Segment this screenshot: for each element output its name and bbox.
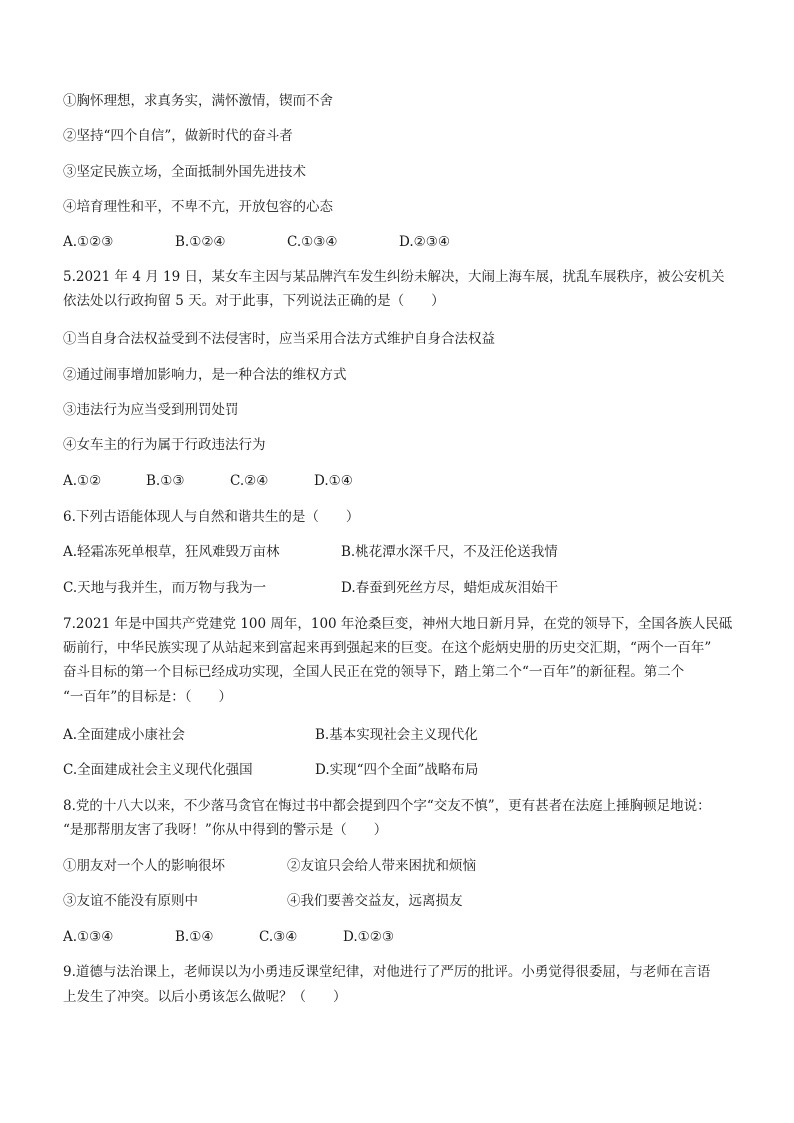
q8-option-a: A.①③④ (63, 929, 114, 945)
q7-stem-line-3: 奋斗目标的第一个目标已经成功实现，全国人民正在党的领导下，踏上第二个“一百年”的新征程。第二个 (63, 664, 685, 680)
q8-item-1: ①朋友对一个人的影响很坏 (63, 858, 225, 874)
q6-stem: 6.下列古语能体现人与自然和谐共生的是（ ） (63, 509, 360, 525)
q5-item-4: ④女车主的行为属于行政违法行为 (63, 437, 266, 453)
q4-item-3: ③坚定民族立场，全面抵制外国先进技术 (63, 164, 306, 180)
q7-option-d: D.实现“四个全面”战略布局 (315, 762, 479, 778)
q4-item-4: ④培育理性和平，不卑不亢，开放包容的心态 (63, 199, 333, 215)
q5-stem-line-2: 依法处以行政拘留 5 天。对于此事，下列说法正确的是（ ） (63, 293, 445, 309)
q6-option-d: D.春蚕到死丝方尽，蜡炬成灰泪始干 (341, 580, 559, 596)
q4-option-b: B.①②④ (175, 234, 226, 250)
q7-option-a: A.全面建成小康社会 (63, 727, 186, 743)
q7-stem-line-2: 砺前行，中华民族实现了从站起来到富起来再到强起来的巨变。在这个彪炳史册的历史交汇期，“两个一百年” (63, 640, 712, 656)
q5-option-c: C.②④ (230, 473, 269, 489)
q7-option-b: B.基本实现社会主义现代化 (315, 727, 478, 743)
q4-item-1: ①胸怀理想，求真务实，满怀激情，锲而不舍 (63, 93, 333, 109)
q4-option-d: D.②③④ (399, 234, 450, 250)
q4-option-a: A.①②③ (63, 234, 114, 250)
q9-stem-line-1: 9.道德与法治课上，老师误以为小勇违反课堂纪律，对他进行了严厉的批评。小勇觉得很委屈，与老师在言语 (63, 964, 711, 980)
q8-option-d: D.①②③ (343, 929, 394, 945)
q6-option-c: C.天地与我并生，而万物与我为一 (63, 580, 267, 596)
q8-option-c: C.③④ (259, 929, 298, 945)
q5-stem-line-1: 5.2021 年 4 月 19 日，某女车主因与某品牌汽车发生纠纷未解决，大闹上海车展，扰乱车展秩序，被公安机关 (63, 269, 725, 285)
q5-option-a: A.①② (63, 473, 102, 489)
q8-option-b: B.①④ (175, 929, 214, 945)
q8-item-3: ③友谊不能没有原则中 (63, 893, 198, 909)
q4-option-c: C.①③④ (287, 234, 338, 250)
q8-item-2: ②友谊只会给人带来困扰和烦恼 (287, 858, 476, 874)
q7-stem-line-4: “一百年”的目标是：（ ） (63, 689, 233, 705)
q5-item-3: ③违法行为应当受到刑罚处罚 (63, 402, 239, 418)
q8-item-4: ④我们要善交益友，远离损友 (287, 893, 463, 909)
q9-stem-line-2: 上发生了冲突。以后小勇该怎么做呢？（ ） (63, 989, 347, 1005)
q7-stem-line-1: 7.2021 年是中国共产党建党 100 周年，100 年沧桑巨变，神州大地日新月异，在党的领导下，全国各族人民砥 (63, 616, 733, 632)
q8-stem-line-1: 8.党的十八大以来，不少落马贪官在悔过书中都会提到四个字“交友不慎”，更有甚者在法庭上捶胸顿足地说： (63, 798, 711, 814)
q8-stem-line-2: “是那帮朋友害了我呀！”你从中得到的警示是（ ） (63, 822, 388, 838)
q4-item-2: ②坚持“四个自信”，做新时代的奋斗者 (63, 128, 293, 144)
q5-item-2: ②通过闹事增加影响力，是一种合法的维权方式 (63, 367, 347, 383)
q5-item-1: ①当自身合法权益受到不法侵害时，应当采用合法方式维护自身合法权益 (63, 331, 495, 347)
q6-option-a: A.轻霜冻死单根草，狂风难毁万亩林 (63, 544, 280, 560)
q7-option-c: C.全面建成社会主义现代化强国 (63, 762, 253, 778)
q5-option-b: B.①③ (146, 473, 185, 489)
q6-option-b: B.桃花潭水深千尺，不及汪伦送我情 (341, 544, 558, 560)
q5-option-d: D.①④ (314, 473, 353, 489)
